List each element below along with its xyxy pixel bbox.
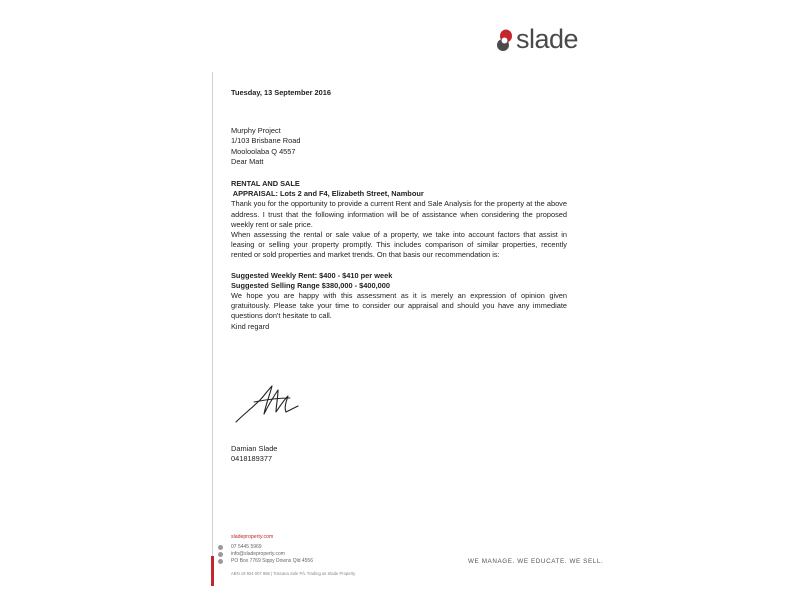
suggested-rent: Suggested Weekly Rent: $400 - $410 per week	[231, 270, 393, 280]
footer-postal-row	[218, 558, 313, 565]
signer-name: Damian Slade	[231, 444, 278, 453]
footer-phone-row	[218, 544, 313, 551]
margin-rule	[212, 72, 213, 556]
footer-tagline: WE MANAGE. WE EDUCATE. WE SELL.	[468, 558, 604, 565]
footer-contacts	[218, 544, 313, 565]
paragraph-closing: We hope you are happy with this assessment as it is merely an expression of opinion given gratuitously. Please take your time to consider our appraisal and should you have any immediate questions don't hesitate to call.	[231, 291, 567, 321]
handwritten-signature	[234, 382, 302, 426]
slade-logo-icon	[494, 28, 514, 52]
closing-phrase: Kind regard	[231, 321, 270, 331]
footer-phone: 07 5445 5969	[231, 544, 262, 550]
email-icon	[218, 552, 223, 557]
subject-line: RENTAL AND SALE	[231, 179, 300, 189]
footer-email: info@sladeproperty.com	[231, 551, 285, 557]
logo-text: slade	[515, 24, 578, 54]
paragraph-assessment: When assessing the rental or sale value of a property, we take into account factors that assist in leasing or selling your property promptly. This includes comparison of similar properties, recently rented or sold properties and market trends. On that basis our recommendation is:	[231, 230, 567, 260]
subject-heading	[231, 179, 567, 199]
letter-body	[231, 88, 567, 332]
phone-icon	[218, 545, 223, 550]
subject-line: APPRAISAL: Lots 2 and F4, Elizabeth Street, Nambour	[231, 189, 424, 199]
address-line: 1/103 Brisbane Road	[231, 136, 301, 146]
recommendation	[231, 271, 567, 291]
paragraph-intro: Thank you for the opportunity to provide a current Rent and Sale Analysis for the property at the above address. I trust that the following information will be of assistance when considering the proposed weekly rent or sale price.	[231, 199, 567, 229]
footer-website: sladeproperty.com	[231, 534, 274, 540]
salutation: Dear Matt	[231, 156, 264, 166]
footer-email-row	[218, 551, 313, 558]
mail-icon	[218, 559, 223, 564]
address-line: Murphy Project	[231, 126, 281, 136]
slade-logo	[494, 26, 578, 53]
recipient-address	[231, 126, 567, 157]
margin-rule-accent	[211, 556, 214, 586]
footer-abn: ABN 19 924 007 966 | Toscana Sole P/L Trading as Slade Property	[231, 571, 356, 576]
footer-postal: PO Box 7769 Sippy Downs Qld 4556	[231, 558, 313, 564]
signer-block	[231, 444, 277, 464]
signer-phone: 0418189377	[231, 454, 273, 464]
letter-date: Tuesday, 13 September 2016	[231, 88, 331, 97]
suggested-sale: Suggested Selling Range $380,000 - $400,000	[231, 280, 390, 290]
address-line: Mooloolaba Q 4557	[231, 146, 296, 156]
